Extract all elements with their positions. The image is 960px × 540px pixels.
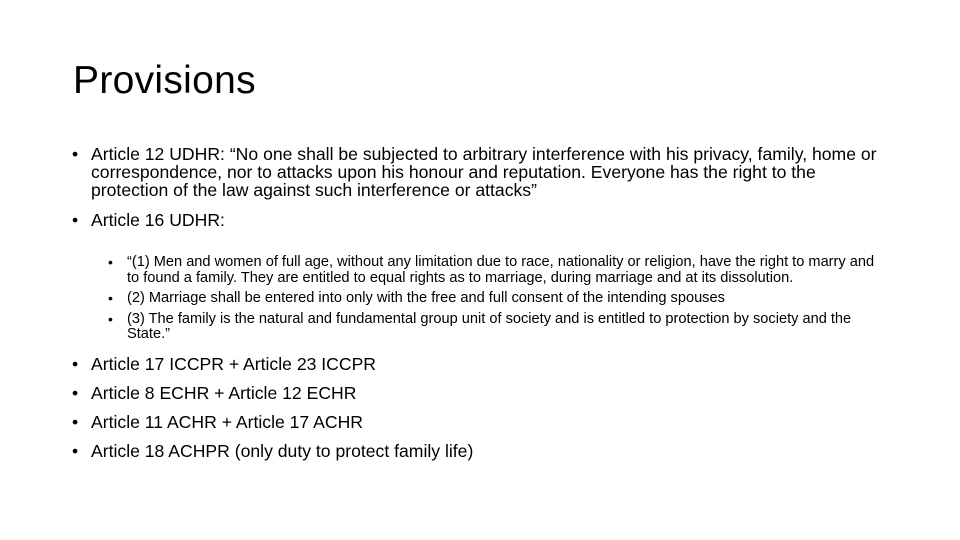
bullet-item-article-17-iccpr	[72, 355, 892, 373]
sub-bullet-text: “(1) Men and women of full age, without any limitation due to race, nationality or religion, have the right to marry and to found a family. They are entitled to equal rights as to marriage, during marriage and at its dissolution.	[127, 254, 875, 286]
bullet-item-article-11-achr	[72, 413, 892, 431]
bullet-text: Article 16 UDHR:	[91, 210, 225, 230]
bullet-text: Article 12 UDHR: “No one shall be subjected to arbitrary interference with his privacy, family, home or correspondence, nor to attacks upon his honour and reputation. Everyone has the right to the protection of the law against such interference or attacks”	[91, 144, 877, 200]
bullet-icon: •	[72, 144, 79, 164]
sub-bullet-item-1	[108, 255, 878, 286]
sub-bullet-item-2	[108, 291, 878, 307]
bullet-icon: •	[72, 440, 79, 461]
bullet-text: Article 8 ECHR + Article 12 ECHR	[91, 382, 357, 403]
bullet-icon: •	[72, 353, 79, 374]
sub-bullet-list	[108, 255, 878, 343]
bullet-list-continued	[72, 355, 892, 460]
slide-title: Provisions	[73, 59, 256, 102]
bullet-icon: •	[72, 382, 79, 403]
bullet-text: Article 17 ICCPR + Article 23 ICCPR	[91, 353, 377, 374]
bullet-icon: •	[108, 290, 113, 306]
bullet-item-article-16-udhr	[72, 211, 892, 229]
bullet-text: Article 18 ACHPR (only duty to protect family life)	[91, 440, 474, 461]
bullet-icon: •	[108, 310, 113, 327]
sub-bullet-text: (3) The family is the natural and fundamental group unit of society and is entitled to protection by society and the State.”	[127, 310, 852, 342]
bullet-icon: •	[72, 210, 79, 230]
bullet-item-article-8-echr	[72, 384, 892, 402]
bullet-item-article-18-achpr	[72, 442, 892, 460]
bullet-icon: •	[72, 411, 79, 432]
bullet-list	[72, 145, 892, 229]
bullet-item-article-12-udhr	[72, 145, 892, 199]
bullet-text: Article 11 ACHR + Article 17 ACHR	[91, 411, 363, 432]
slide-body	[72, 145, 892, 468]
bullet-icon: •	[108, 254, 113, 270]
sub-bullet-item-3	[108, 312, 878, 343]
sub-bullet-text: (2) Marriage shall be entered into only with the free and full consent of the intending spouses	[127, 290, 725, 306]
